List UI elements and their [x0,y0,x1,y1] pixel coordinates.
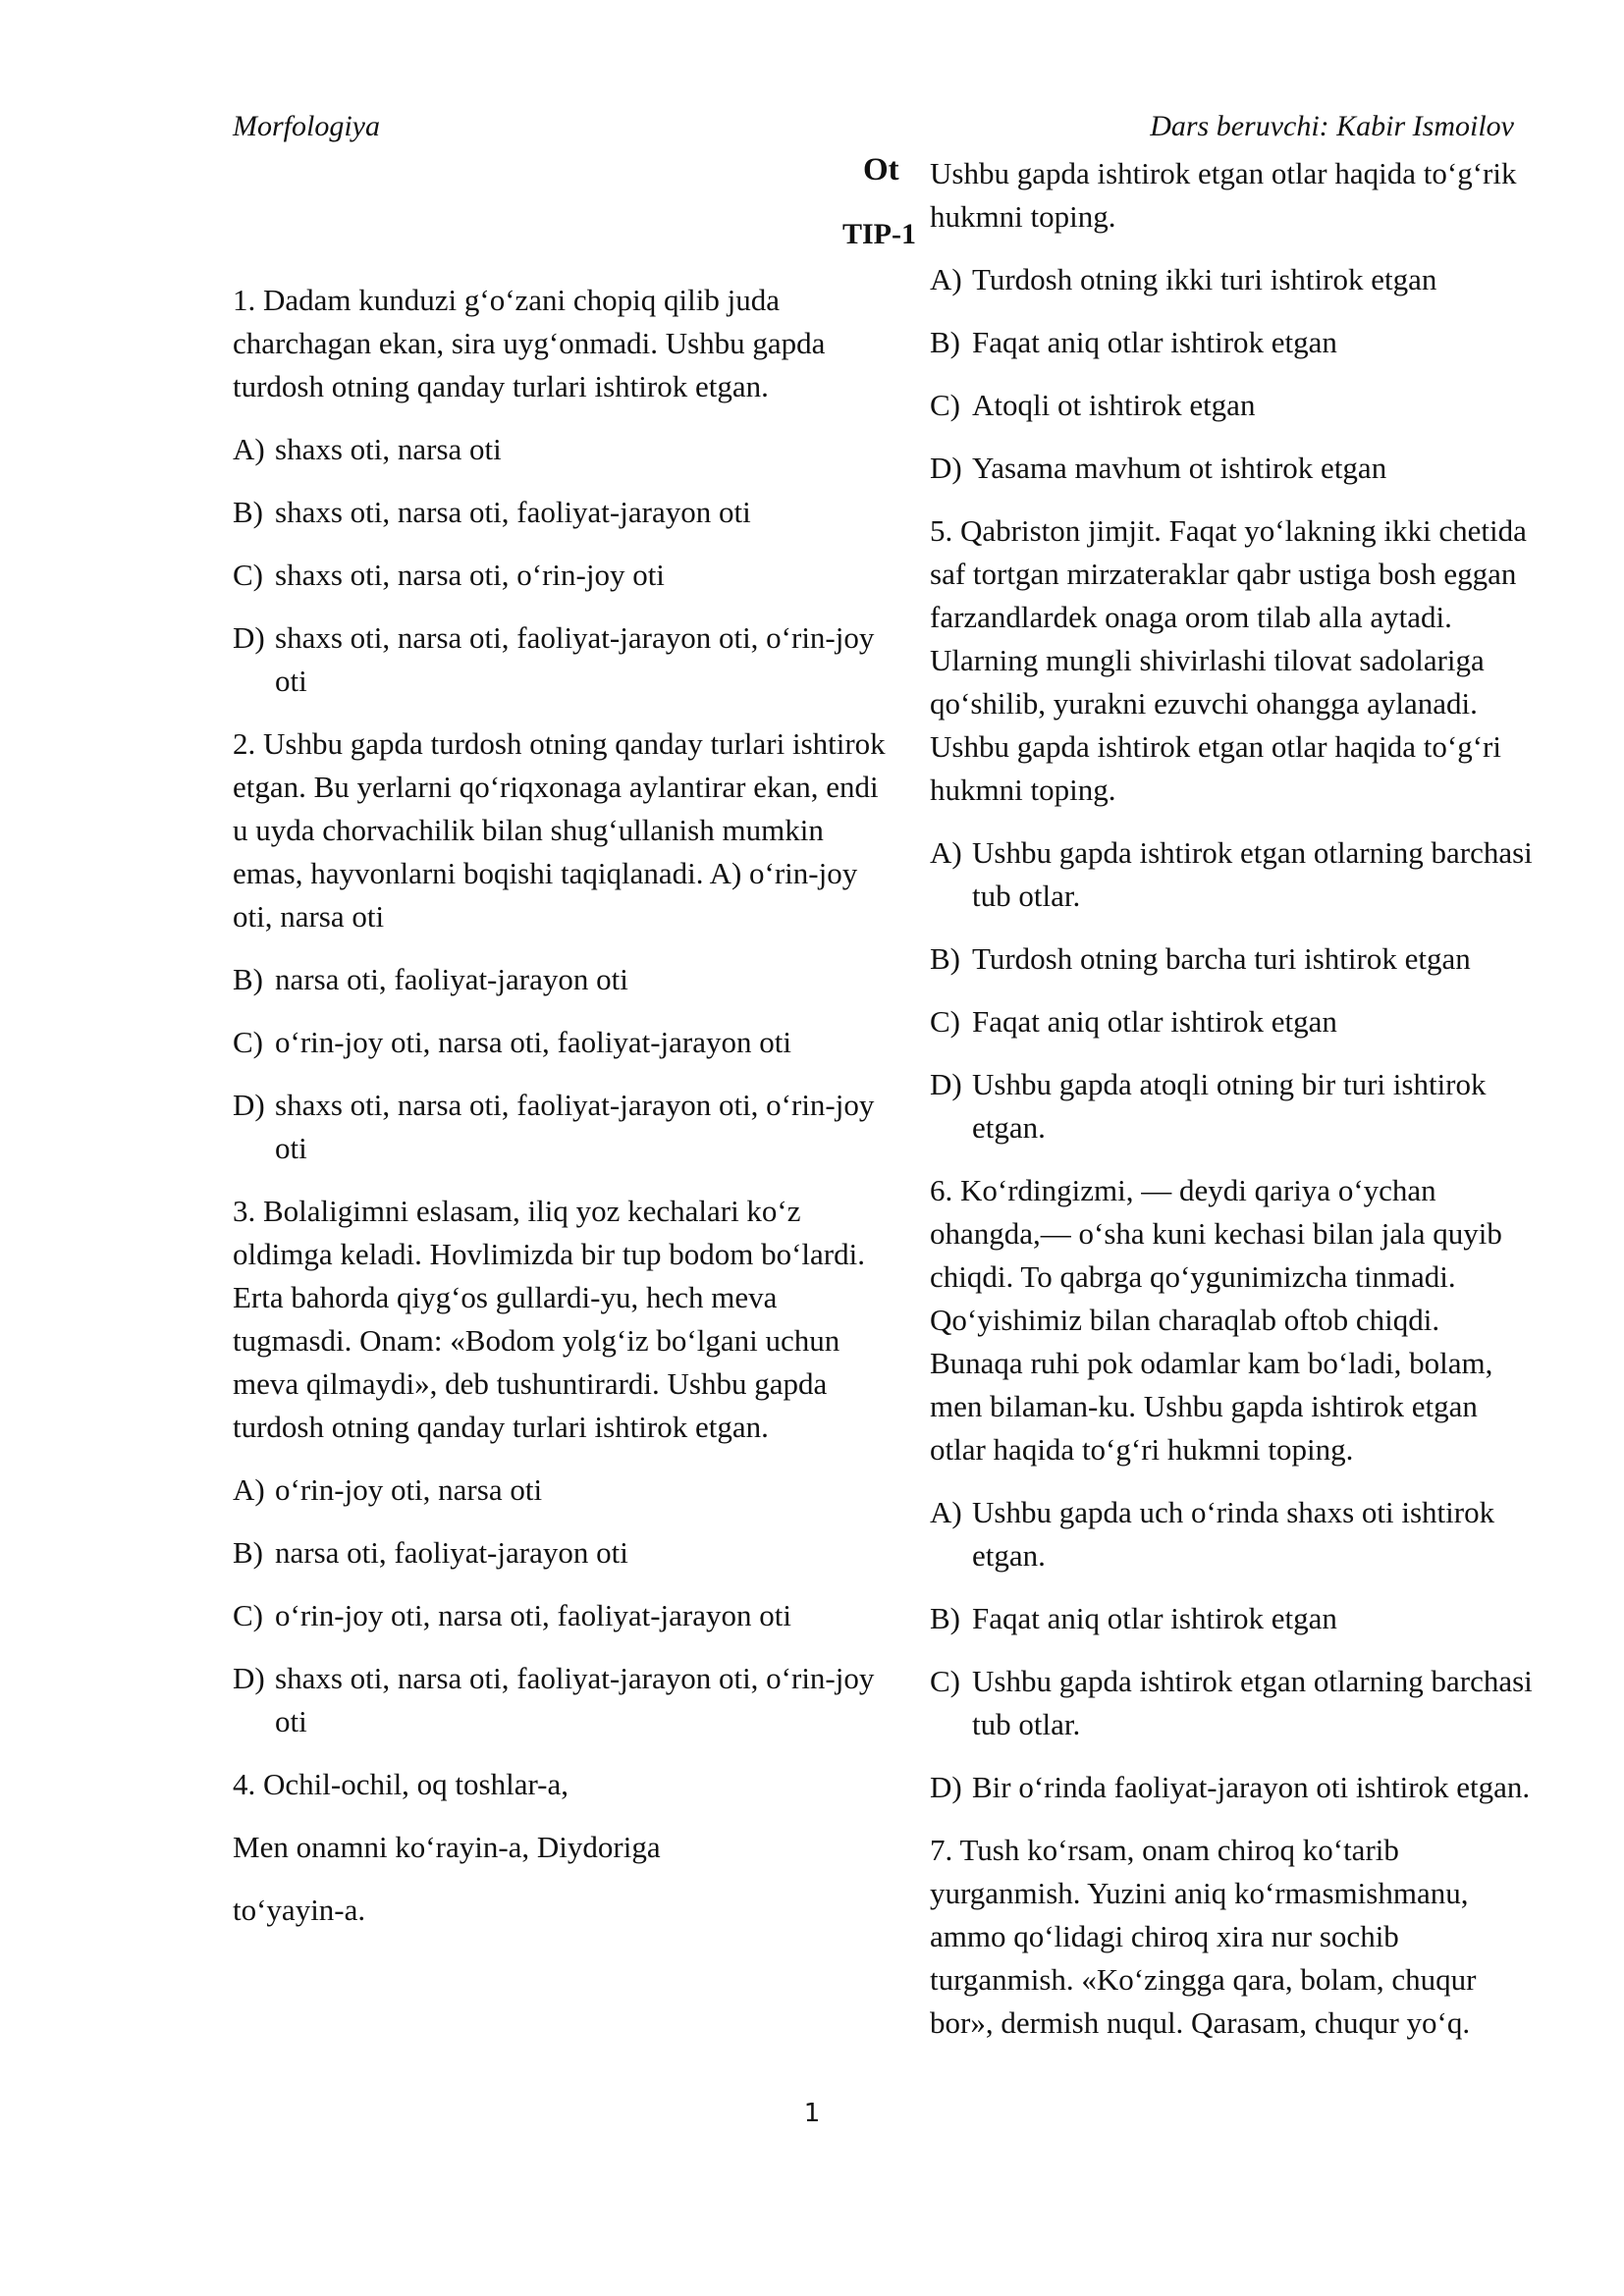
question-4 [930,152,1539,490]
question-text: 1. Dadam kunduzi g‘o‘zani chopiq qilib juda charchagan ekan, sira uyg‘onmadi. Ushbu gapda turdosh otning qanday turlari ishtirok etgan. [233,283,826,403]
option-c [930,384,1539,427]
option-letter: A) [233,1472,265,1507]
option-d [233,616,900,703]
question-text: 6. Ko‘rdingizmi, — deydi qariya o‘ychan ohangda,— o‘sha kuni kechasi bilan jala quyib chiqdi. To qabrga qo‘ygunimizcha tinmadi. Qo‘yishimiz bilan charaqlab oftob chiqdi. Bunaqa ruhi pok odamlar kam bo‘ladi, bolam, men bilaman-ku. Ushbu gapda ishtirok etgan otlar haqida to‘g‘ri hukmni toping. [930,1173,1502,1467]
option-text: Bir o‘rinda faoliyat-jarayon oti ishtirok etgan. [972,1770,1531,1804]
option-d [233,1084,900,1170]
left-column [233,279,900,1951]
right-column [930,152,1539,2064]
question-text: 5. Qabriston jimjit. Faqat yo‘lakning ikki chetida saf tortgan mirzateraklar qabr ustiga bosh eggan farzandlardek onaga orom tilab alla aytadi. Ularning mungli shivirlashi tilovat sadolariga qo‘shilib, yurakni ezuvchi ohangga aylanadi. Ushbu gapda ishtirok etgan otlar haqida to‘g‘ri hukmni toping. [930,513,1527,807]
option-a [930,258,1539,301]
option-b [233,491,900,534]
option-b [233,958,900,1001]
option-d [930,447,1539,490]
option-letter: C) [930,1664,960,1698]
option-letter: B) [233,962,263,996]
page-number: 1 [803,2099,821,2128]
question-7 [930,1829,1539,2045]
option-letter: D) [233,1661,265,1695]
option-letter: C) [233,558,263,592]
option-letter: A) [930,835,962,870]
page-title: Ot [863,152,899,187]
option-text: Faqat aniq otlar ishtirok etgan [972,1601,1337,1635]
page-subtitle: TIP-1 [842,218,916,250]
option-c [233,1021,900,1064]
option-text: Ushbu gapda uch o‘rinda shaxs oti ishtirok etgan. [972,1495,1495,1573]
option-letter: B) [930,1601,960,1635]
option-text: shaxs oti, narsa oti, faoliyat-jarayon oti [275,495,751,529]
question-text: 7. Tush ko‘rsam, onam chiroq ko‘tarib yurganmish. Yuzini aniq ko‘rmasmishmanu, ammo qo‘lidagi chiroq xira nur sochib turganmish. «Ko‘zingga qara, bolam, chuqur bor», dermish nuqul. Qarasam, chuqur yo‘q. [930,1833,1477,2040]
option-letter: D) [930,1770,962,1804]
option-text: Atoqli ot ishtirok etgan [972,388,1256,422]
option-letter: D) [233,1088,265,1122]
option-text: Turdosh otning barcha turi ishtirok etgan [972,941,1471,976]
option-letter: A) [930,1495,962,1529]
option-text: Yasama mavhum ot ishtirok etgan [972,451,1387,485]
option-text: shaxs oti, narsa oti, faoliyat-jarayon oti, o‘rin-joy oti [275,1661,875,1738]
question-5 [930,509,1539,1149]
option-text: o‘rin-joy oti, narsa oti [275,1472,543,1507]
option-text: shaxs oti, narsa oti, o‘rin-joy oti [275,558,665,592]
option-a [233,1468,900,1512]
option-text: shaxs oti, narsa oti [275,432,502,466]
question-3 [233,1190,900,1743]
option-text: shaxs oti, narsa oti, faoliyat-jarayon oti, o‘rin-joy oti [275,1088,875,1165]
verse-line: to‘yayin-a. [233,1893,366,1927]
option-letter: A) [930,262,962,296]
option-text: narsa oti, faoliyat-jarayon oti [275,962,628,996]
option-d [930,1766,1539,1809]
option-c [233,554,900,597]
option-d [233,1657,900,1743]
option-letter: B) [930,325,960,359]
option-b [930,1597,1539,1640]
option-letter: D) [930,451,962,485]
question-text: 3. Bolaligimni eslasam, iliq yoz kechalari ko‘z oldimga keladi. Hovlimizda bir tup bodom bo‘lardi. Erta bahorda qiyg‘os gullardi-yu, hech meva tugmasdi. Onam: «Bodom yolg‘iz bo‘lgani uchun meva qilmaydi», deb tushuntirardi. Ushbu gapda turdosh otning qanday turlari ishtirok etgan. [233,1194,865,1444]
option-text: Faqat aniq otlar ishtirok etgan [972,1004,1337,1039]
option-text: Ushbu gapda atoqli otning bir turi ishtirok etgan. [972,1067,1487,1145]
option-letter: D) [233,620,265,655]
question-2 [233,722,900,1170]
option-text: Faqat aniq otlar ishtirok etgan [972,325,1337,359]
option-b [930,937,1539,981]
option-d [930,1063,1539,1149]
option-text: o‘rin-joy oti, narsa oti, faoliyat-jarayon oti [275,1025,791,1059]
option-a [233,428,900,471]
option-letter: C) [930,388,960,422]
option-text: shaxs oti, narsa oti, faoliyat-jarayon oti, o‘rin-joy oti [275,620,875,698]
option-c [233,1594,900,1637]
option-letter: C) [233,1598,263,1632]
question-6 [930,1169,1539,1809]
option-letter: A) [233,432,265,466]
option-text: Turdosh otning ikki turi ishtirok etgan [972,262,1437,296]
option-c [930,1660,1539,1746]
option-text: Ushbu gapda ishtirok etgan otlarning barchasi tub otlar. [972,835,1533,913]
question-text: 2. Ushbu gapda turdosh otning qanday turlari ishtirok etgan. Bu yerlarni qo‘riqxonaga aylantirar ekan, endi u uyda chorvachilik bilan shug‘ullanish mumkin emas, hayvonlarni boqishi taqiqlanadi. A) o‘rin-joy oti, narsa oti [233,726,886,934]
option-c [930,1000,1539,1043]
option-letter: B) [233,495,263,529]
option-letter: C) [930,1004,960,1039]
header-teacher: Dars beruvchi: Kabir Ismoilov [1150,110,1514,142]
option-text: Ushbu gapda ishtirok etgan otlarning barchasi tub otlar. [972,1664,1533,1741]
verse-line: 4. Ochil-ochil, oq toshlar-a, [233,1767,569,1801]
option-letter: B) [233,1535,263,1570]
option-a [930,1491,1539,1577]
question-1 [233,279,900,703]
option-text: o‘rin-joy oti, narsa oti, faoliyat-jarayon oti [275,1598,791,1632]
option-letter: C) [233,1025,263,1059]
option-a [930,831,1539,918]
option-letter: D) [930,1067,962,1101]
question-4-verse [233,1763,900,1932]
option-letter: B) [930,941,960,976]
option-b [930,321,1539,364]
question-text: Ushbu gapda ishtirok etgan otlar haqida to‘g‘rik hukmni toping. [930,156,1517,234]
option-text: narsa oti, faoliyat-jarayon oti [275,1535,628,1570]
option-b [233,1531,900,1575]
header-subject: Morfologiya [233,110,380,142]
verse-line: Men onamni ko‘rayin-a, Diydoriga [233,1830,661,1864]
